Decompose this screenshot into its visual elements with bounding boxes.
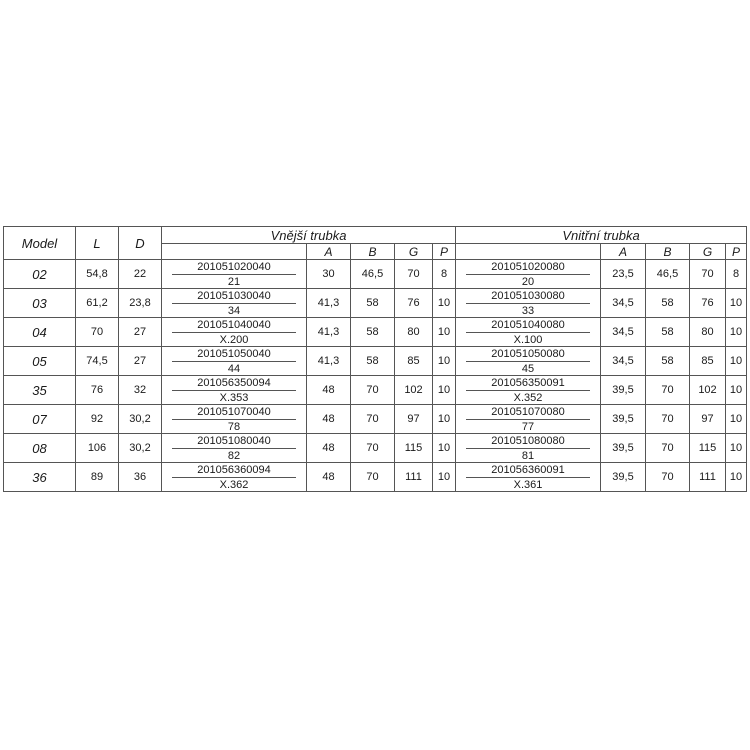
outer-code-ref: 34 (227, 304, 241, 317)
table-row (4, 434, 747, 463)
header-outer-b: B (351, 244, 395, 260)
cell-inner-a: 34,5 (601, 347, 646, 376)
cell-d: 32 (119, 376, 162, 405)
outer-code-ref: 78 (227, 420, 241, 433)
header-outer-a: A (307, 244, 351, 260)
cell-inner-p: 10 (726, 347, 747, 376)
cell-l: 89 (76, 463, 119, 492)
cell-d: 30,2 (119, 405, 162, 434)
outer-code-ref: 21 (227, 275, 241, 288)
inner-code-ref: 20 (521, 275, 535, 288)
cell-outer-p: 10 (433, 376, 456, 405)
inner-code-number: 201056350091 (466, 377, 590, 391)
cell-inner-g: 111 (690, 463, 726, 492)
cell-outer-a: 48 (307, 376, 351, 405)
header-inner-p: P (726, 244, 747, 260)
cell-d: 22 (119, 260, 162, 289)
outer-code-number: 201056350094 (172, 377, 296, 391)
cell-outer-code (162, 463, 307, 492)
inner-code-number: 201051050080 (466, 348, 590, 362)
cell-l: 54,8 (76, 260, 119, 289)
spec-table (3, 226, 747, 492)
cell-outer-code (162, 347, 307, 376)
cell-model: 08 (4, 434, 76, 463)
cell-outer-a: 48 (307, 405, 351, 434)
cell-model: 35 (4, 376, 76, 405)
cell-d: 30,2 (119, 434, 162, 463)
cell-model: 05 (4, 347, 76, 376)
outer-code-number: 201051080040 (172, 435, 296, 449)
cell-outer-code (162, 289, 307, 318)
table-row (4, 318, 747, 347)
inner-code-ref: X.361 (513, 478, 543, 491)
cell-inner-g: 102 (690, 376, 726, 405)
cell-inner-a: 39,5 (601, 434, 646, 463)
cell-inner-b: 70 (646, 463, 690, 492)
cell-inner-b: 70 (646, 434, 690, 463)
cell-inner-g: 80 (690, 318, 726, 347)
outer-code-ref: X.200 (219, 333, 249, 346)
cell-outer-b: 70 (351, 405, 395, 434)
outer-code-number: 201051020040 (172, 261, 296, 275)
cell-outer-b: 46,5 (351, 260, 395, 289)
inner-code-ref: X.100 (513, 333, 543, 346)
inner-code-ref: 33 (521, 304, 535, 317)
cell-inner-p: 10 (726, 318, 747, 347)
cell-outer-g: 102 (395, 376, 433, 405)
cell-outer-b: 70 (351, 463, 395, 492)
cell-inner-code (456, 318, 601, 347)
cell-outer-b: 58 (351, 318, 395, 347)
cell-inner-p: 8 (726, 260, 747, 289)
header-row-groups (4, 227, 747, 244)
inner-code-number: 201056360091 (466, 464, 590, 478)
table-row (4, 347, 747, 376)
cell-outer-g: 80 (395, 318, 433, 347)
cell-inner-p: 10 (726, 434, 747, 463)
inner-code-number: 201051030080 (466, 290, 590, 304)
header-outer-code (162, 244, 307, 260)
cell-outer-a: 41,3 (307, 289, 351, 318)
table-row (4, 405, 747, 434)
cell-inner-code (456, 260, 601, 289)
cell-inner-a: 39,5 (601, 463, 646, 492)
cell-outer-p: 8 (433, 260, 456, 289)
cell-l: 74,5 (76, 347, 119, 376)
cell-inner-code (456, 376, 601, 405)
cell-outer-p: 10 (433, 289, 456, 318)
cell-inner-p: 10 (726, 289, 747, 318)
cell-outer-a: 41,3 (307, 318, 351, 347)
cell-l: 76 (76, 376, 119, 405)
cell-model: 07 (4, 405, 76, 434)
cell-model: 04 (4, 318, 76, 347)
cell-outer-p: 10 (433, 434, 456, 463)
cell-l: 70 (76, 318, 119, 347)
cell-inner-a: 34,5 (601, 318, 646, 347)
cell-d: 27 (119, 347, 162, 376)
cell-l: 92 (76, 405, 119, 434)
inner-code-number: 201051080080 (466, 435, 590, 449)
cell-inner-p: 10 (726, 376, 747, 405)
cell-outer-b: 70 (351, 434, 395, 463)
outer-code-number: 201051050040 (172, 348, 296, 362)
cell-outer-p: 10 (433, 318, 456, 347)
cell-model: 36 (4, 463, 76, 492)
cell-inner-g: 97 (690, 405, 726, 434)
header-inner-b: B (646, 244, 690, 260)
header-inner-g: G (690, 244, 726, 260)
cell-l: 61,2 (76, 289, 119, 318)
header-inner-a: A (601, 244, 646, 260)
cell-model: 03 (4, 289, 76, 318)
header-inner-code (456, 244, 601, 260)
header-model: Model (4, 227, 76, 260)
cell-inner-a: 34,5 (601, 289, 646, 318)
header-l: L (76, 227, 119, 260)
cell-outer-p: 10 (433, 405, 456, 434)
cell-inner-b: 70 (646, 405, 690, 434)
cell-d: 27 (119, 318, 162, 347)
cell-inner-a: 39,5 (601, 405, 646, 434)
inner-code-ref: 77 (521, 420, 535, 433)
cell-inner-code (456, 434, 601, 463)
inner-code-number: 201051070080 (466, 406, 590, 420)
cell-inner-b: 58 (646, 289, 690, 318)
cell-outer-a: 48 (307, 434, 351, 463)
cell-outer-g: 76 (395, 289, 433, 318)
cell-outer-a: 30 (307, 260, 351, 289)
cell-outer-b: 70 (351, 376, 395, 405)
cell-inner-g: 76 (690, 289, 726, 318)
cell-inner-a: 39,5 (601, 376, 646, 405)
header-outer-g: G (395, 244, 433, 260)
table-row (4, 376, 747, 405)
outer-code-ref: X.362 (219, 478, 249, 491)
inner-code-number: 201051020080 (466, 261, 590, 275)
cell-inner-b: 58 (646, 318, 690, 347)
cell-inner-a: 23,5 (601, 260, 646, 289)
cell-outer-b: 58 (351, 347, 395, 376)
outer-code-ref: 82 (227, 449, 241, 462)
cell-outer-code (162, 405, 307, 434)
cell-outer-g: 97 (395, 405, 433, 434)
header-outer-p: P (433, 244, 456, 260)
inner-code-ref: X.352 (513, 391, 543, 404)
outer-code-number: 201051030040 (172, 290, 296, 304)
cell-inner-code (456, 347, 601, 376)
outer-code-number: 201051040040 (172, 319, 296, 333)
header-outer-tube: Vnější trubka (162, 227, 456, 244)
cell-inner-p: 10 (726, 405, 747, 434)
cell-outer-g: 85 (395, 347, 433, 376)
inner-code-number: 201051040080 (466, 319, 590, 333)
inner-code-ref: 45 (521, 362, 535, 375)
cell-outer-p: 10 (433, 463, 456, 492)
outer-code-ref: X.353 (219, 391, 249, 404)
cell-inner-b: 58 (646, 347, 690, 376)
cell-inner-b: 46,5 (646, 260, 690, 289)
cell-outer-g: 115 (395, 434, 433, 463)
cell-outer-p: 10 (433, 347, 456, 376)
header-inner-tube: Vnitřní trubka (456, 227, 747, 244)
cell-model: 02 (4, 260, 76, 289)
cell-inner-g: 70 (690, 260, 726, 289)
cell-inner-code (456, 405, 601, 434)
cell-inner-code (456, 289, 601, 318)
outer-code-number: 201051070040 (172, 406, 296, 420)
cell-inner-p: 10 (726, 463, 747, 492)
table-row (4, 289, 747, 318)
cell-outer-code (162, 434, 307, 463)
cell-outer-code (162, 260, 307, 289)
cell-outer-code (162, 318, 307, 347)
inner-code-ref: 81 (521, 449, 535, 462)
cell-inner-code (456, 463, 601, 492)
cell-outer-g: 70 (395, 260, 433, 289)
cell-inner-g: 85 (690, 347, 726, 376)
cell-inner-b: 70 (646, 376, 690, 405)
table-row (4, 463, 747, 492)
cell-outer-b: 58 (351, 289, 395, 318)
cell-outer-g: 111 (395, 463, 433, 492)
cell-outer-a: 41,3 (307, 347, 351, 376)
cell-d: 36 (119, 463, 162, 492)
header-d: D (119, 227, 162, 260)
cell-outer-code (162, 376, 307, 405)
cell-l: 106 (76, 434, 119, 463)
cell-outer-a: 48 (307, 463, 351, 492)
outer-code-number: 201056360094 (172, 464, 296, 478)
table-row (4, 260, 747, 289)
cell-inner-g: 115 (690, 434, 726, 463)
outer-code-ref: 44 (227, 362, 241, 375)
cell-d: 23,8 (119, 289, 162, 318)
